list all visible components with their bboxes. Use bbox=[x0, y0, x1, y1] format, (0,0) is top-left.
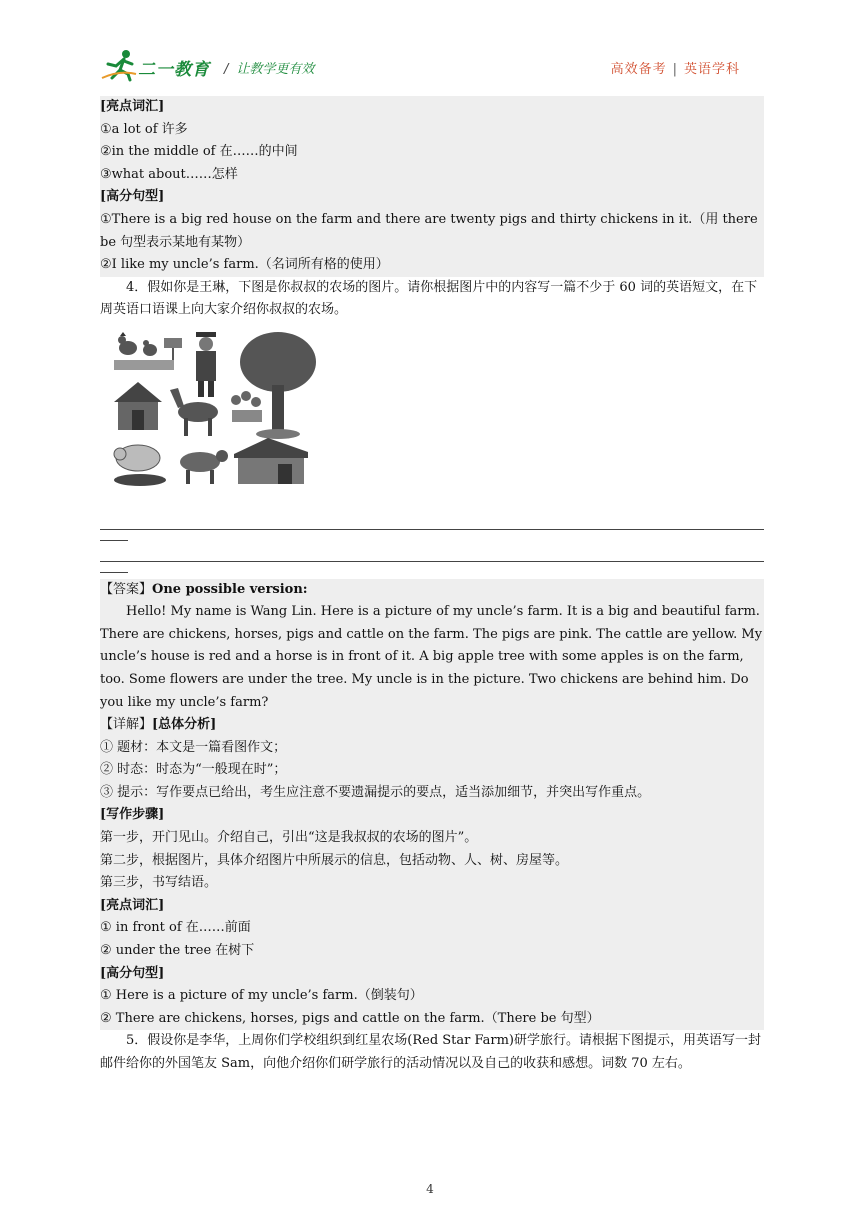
question-4: 4．假如你是王琳，下图是你叔叔的农场的图片。请你根据图片中的内容写一篇不少于 60 词的英语短文，在下周英语口语课上向大家介绍你叔叔的农场。 bbox=[100, 279, 758, 318]
detail-label: 【详解】[总体分析] bbox=[100, 717, 217, 733]
farmer-icon bbox=[196, 332, 216, 397]
apple-tree-icon bbox=[240, 332, 316, 439]
pig-icon bbox=[114, 445, 166, 486]
highlight-block-1 bbox=[100, 96, 764, 277]
analysis-item: ③ 提示：写作要点已给出，考生应注意不要遗漏提示的要点，适当添加细节，并突出写作重点。 bbox=[100, 784, 651, 800]
answer-blank-line-end[interactable] bbox=[100, 562, 128, 573]
answer-block bbox=[100, 579, 764, 1031]
model-essay: Hello! My name is Wang Lin. Here is a picture of my uncle’s farm. It is a big and beautiful farm. There are chickens, horses, pigs and cattle on the farm. The pigs are pink. The cattle are yellow. My uncle’s house is red and a horse is in front of it. A big apple tree with some apples is on the farm, too. Some flowers are under the tree. My uncle is in the picture. Two chickens are behind him. Do you like my uncle’s farm? bbox=[100, 604, 763, 710]
header-subject: 高效备考 | 英语学科 bbox=[610, 62, 740, 77]
sentence-heading: [高分句型] bbox=[100, 189, 165, 205]
sentence-heading: [高分句型] bbox=[100, 965, 165, 981]
sentence-item: ②I like my uncle’s farm.（名词所有格的使用） bbox=[100, 257, 389, 273]
vocab-heading: [亮点词汇] bbox=[100, 99, 165, 114]
flowers-icon bbox=[231, 391, 262, 422]
barn-icon bbox=[114, 382, 162, 430]
vocab-heading: [亮点词汇] bbox=[100, 897, 165, 913]
cattle-icon bbox=[180, 450, 228, 484]
brand-name: 二一教育 bbox=[138, 60, 210, 80]
analysis-item: ② 时态：时态为“一般现在时”； bbox=[100, 762, 287, 778]
analysis-item: ① 题材：本文是一篇看图作文； bbox=[100, 739, 287, 755]
answer-blank-line[interactable] bbox=[100, 515, 764, 530]
question-5: 5．假设你是李华，上周你们学校组织到红星农场(Red Star Farm)研学旅行。请根据下图提示，用英语写一封邮件给你的外国笔友 Sam，向他介绍你们研学旅行的活动情况以及自己的收获和感想。词数 70 左右。 bbox=[100, 1033, 762, 1071]
brand-slogan: / 让教学更有效 bbox=[224, 62, 315, 77]
vocab-item: ③what about……怎样 bbox=[100, 166, 238, 182]
answer-label: 【答案】One possible version: bbox=[100, 581, 308, 597]
sentence-item: ② There are chickens, horses, pigs and cattle on the farm.（There be 句型） bbox=[100, 1010, 600, 1026]
vocab-item: ① in front of 在……前面 bbox=[100, 920, 251, 936]
vocab-item: ①a lot of 许多 bbox=[100, 121, 188, 137]
step-item: 第三步，书写结语。 bbox=[100, 875, 218, 891]
steps-heading: [写作步骤] bbox=[100, 807, 165, 823]
page-content bbox=[100, 96, 764, 1076]
step-item: 第二步，根据图片，具体介绍图片中所展示的信息，包括动物、人、树、房屋等。 bbox=[100, 852, 569, 868]
sentence-item: ①There is a big red house on the farm and there are twenty pigs and thirty chickens in it.（用 there be 句型表示某地有某物） bbox=[100, 211, 758, 250]
answer-blank-line[interactable] bbox=[100, 547, 764, 562]
farm-picture bbox=[108, 330, 318, 492]
shed-icon bbox=[234, 438, 308, 484]
chicken-icon bbox=[118, 332, 157, 356]
page-header bbox=[100, 48, 760, 84]
page-number: 4 bbox=[426, 1182, 434, 1196]
step-item: 第一步，开门见山。介绍自己，引出“这是我叔叔的农场的图片”。 bbox=[100, 830, 478, 846]
sentence-item: ① Here is a picture of my uncle’s farm.（倒装句） bbox=[100, 988, 423, 1004]
vocab-item: ② under the tree 在树下 bbox=[100, 943, 255, 959]
answer-blank-line-end[interactable] bbox=[100, 530, 128, 541]
vocab-item: ②in the middle of 在……的中间 bbox=[100, 144, 298, 160]
